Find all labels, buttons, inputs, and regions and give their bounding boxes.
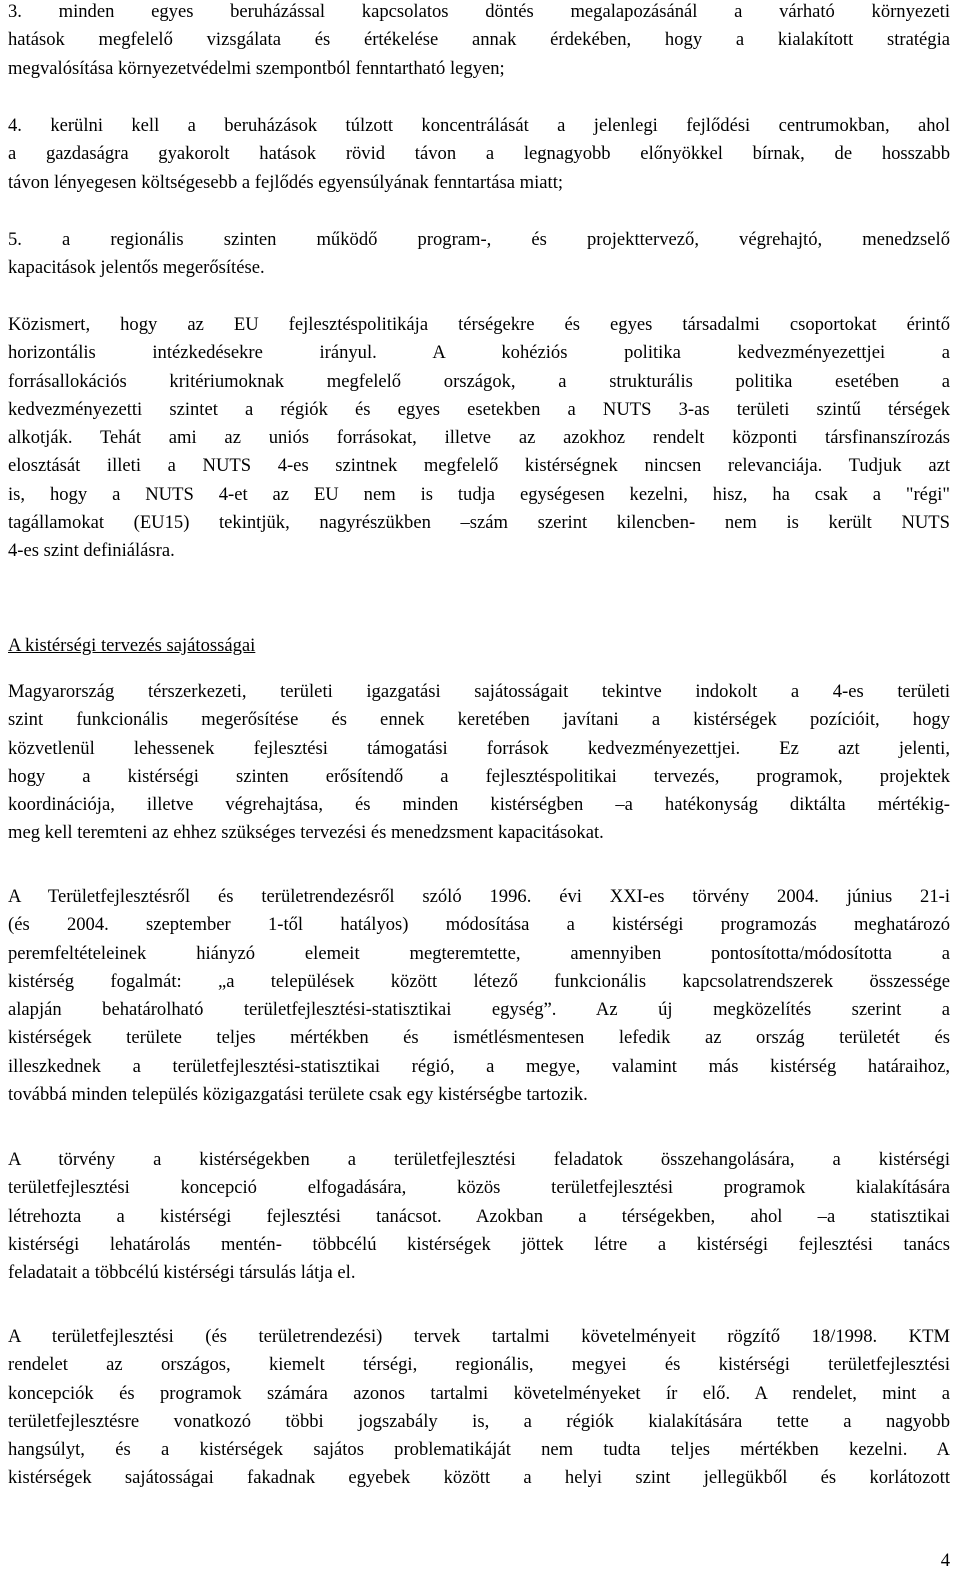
- list-line: 4. kerülni kell a beruházások túlzott koncentrálását a jelenlegi fejlődési centrumokban, ahol: [8, 115, 950, 136]
- list-line: 5. a regionális szinten működő program-, és projekttervező, végrehajtó, menedzselő: [8, 229, 950, 250]
- paragraph-regulation: [8, 1323, 950, 1493]
- paragraph-territorial: [8, 678, 950, 848]
- paragraph-line: alkotják. Tehát ami az uniós forrásokat, illetve az azokhoz rendelt központi társfinanszírozás: [8, 427, 950, 449]
- paragraph-line: elosztását illeti a NUTS 4-es szintnek megfelelő kistérségnek nincsen relevanciája. Tudjuk azt: [8, 455, 950, 477]
- paragraph-line: meg kell teremteni az ehhez szükséges tervezési és menedzsment kapacitásokat.: [8, 822, 604, 844]
- paragraph-line: Magyarország térszerkezeti, területi igazgatási sajátosságait tekintve indokolt a 4-es területi: [8, 681, 950, 702]
- paragraph-line: kistérség fogalmát: „a települések között létező funkcionális kapcsolatrendszerek összessége: [8, 970, 950, 992]
- numbered-list-item: [8, 112, 950, 197]
- paragraph-line: létrehozta a kistérségi fejlesztési tanácsot. Azokban a térségekben, ahol –a statisztikai: [8, 1205, 950, 1227]
- paragraph-line: hogy a kistérségi szinten erősítendő a fejlesztéspolitikai tervezés, programok, projektek: [8, 765, 950, 787]
- paragraph-line: területfejlesztési koncepció elfogadására, közös területfejlesztési programok kialakítására: [8, 1177, 950, 1199]
- paragraph-line: koncepciók és programok számára azonos tartalmi követelményeket ír elő. A rendelet, mint a: [8, 1382, 950, 1404]
- paragraph-line: kistérségek területe teljes mértékben és ismétlésmentesen lefedik az ország területét és: [8, 1027, 950, 1049]
- paragraph-line: kistérségi lehatárolás mentén- többcélú kistérségek jöttek létre a kistérségi fejlesztési tanács: [8, 1233, 950, 1255]
- paragraph-law: [8, 883, 950, 1109]
- paragraph-line: koordinációja, illetve végrehajtása, és minden kistérségben –a hatékonyság diktálta mértékig-: [8, 794, 950, 816]
- list-line: távon lényegesen költségesebb a fejlődés egyensúlyának fenntartása miatt;: [8, 171, 564, 193]
- paragraph-line: továbbá minden település közigazgatási területe csak egy kistérségbe tartozik.: [8, 1084, 588, 1106]
- numbered-list-item: [8, 226, 950, 283]
- paragraph-line: 4-es szint definiálásra.: [8, 540, 175, 562]
- paragraph-line: területfejlesztésre vonatkozó többi jogszabály is, a régiók kialakítására tette a nagyobb: [8, 1410, 950, 1432]
- list-line: 3. minden egyes beruházással kapcsolatos döntés megalapozásánál a várható környezeti: [8, 1, 950, 22]
- paragraph-line: horizontális intézkedésekre irányul. A kohéziós politika kedvezményezettjei a: [8, 342, 950, 364]
- section-heading: A kistérségi tervezés sajátosságai: [8, 635, 256, 656]
- paragraph-line: A területfejlesztési (és területrendezési) tervek tartalmi követelményeit rögzítő 18/1998. KTM: [8, 1326, 950, 1347]
- paragraph-line: Közismert, hogy az EU fejlesztéspolitikája térségekre és egyes társadalmi csoportokat érintő: [8, 314, 950, 335]
- numbered-list-item: [8, 0, 950, 83]
- paragraph-line: kistérségek sajátosságai fakadnak egyebek között a helyi szint jellegükből és korlátozott: [8, 1467, 950, 1489]
- list-line: kapacitások jelentős megerősítése.: [8, 257, 265, 279]
- paragraph-line: tagállamokat (EU15) tekintjük, nagyrészükben –szám szerint kilencben- nem is került NUTS: [8, 512, 950, 534]
- paragraph-line: forrásallokációs kritériumoknak megfelelő országok, a strukturális politika esetében a: [8, 370, 950, 392]
- paragraph-line: is, hogy a NUTS 4-et az EU nem is tudja egységesen kezelni, hisz, ha csak a "régi": [8, 483, 950, 505]
- list-line: a gazdaságra gyakorolt hatások rövid távon a legnagyobb előnyökkel bírnak, de hosszabb: [8, 143, 950, 165]
- paragraph-line: közvetlenül lehessenek fejlesztési támogatási források kedvezményezettjei. Ez azt jelenti,: [8, 737, 950, 759]
- paragraph-line: (és 2004. szeptember 1-től hatályos) módosítása a kistérségi programozás meghatározó: [8, 914, 950, 936]
- list-line: megvalósítása környezetvédelmi szempontból fenntartható legyen;: [8, 57, 505, 79]
- paragraph-line: A törvény a kistérségekben a területfejlesztési feladatok összehangolására, a kistérségi: [8, 1149, 950, 1170]
- list-line: hatások megfelelő vizsgálata és értékelése annak érdekében, hogy a kialakított stratégia: [8, 29, 950, 51]
- paragraph-line: hangsúlyt, és a kistérségek sajátos problematikáját nem tudta teljes mértékben kezelni. A: [8, 1439, 950, 1461]
- paragraph-eu-policy: [8, 311, 950, 566]
- paragraph-line: rendelet az országos, kiemelt térségi, regionális, megyei és kistérségi területfejlesztési: [8, 1354, 950, 1376]
- paragraph-line: alapján behatárolható területfejlesztési-statisztikai egység”. Az új megközelítés szerint a: [8, 999, 950, 1021]
- paragraph-line: peremfeltételeinek hiányzó elemeit megteremtette, amennyiben pontosította/módosította a: [8, 942, 950, 964]
- paragraph-line: illeszkednek a területfejlesztési-statisztikai régió, a megye, valamint más kistérség határaihoz,: [8, 1055, 950, 1077]
- paragraph-line: A Területfejlesztésről és területrendezésről szóló 1996. évi XXI-es törvény 2004. június 21-i: [8, 886, 950, 907]
- paragraph-line: feladatait a többcélú kistérségi társulás látja el.: [8, 1262, 356, 1284]
- paragraph-line: kedvezményezetti szintet a régiók és egyes esetekben a NUTS 3-as területi szintű térségek: [8, 398, 950, 420]
- page-number: 4: [940, 1550, 950, 1571]
- paragraph-council: [8, 1146, 950, 1287]
- paragraph-line: szint funkcionális megerősítése és ennek keretében javítani a kistérségek pozícióit, hogy: [8, 709, 950, 731]
